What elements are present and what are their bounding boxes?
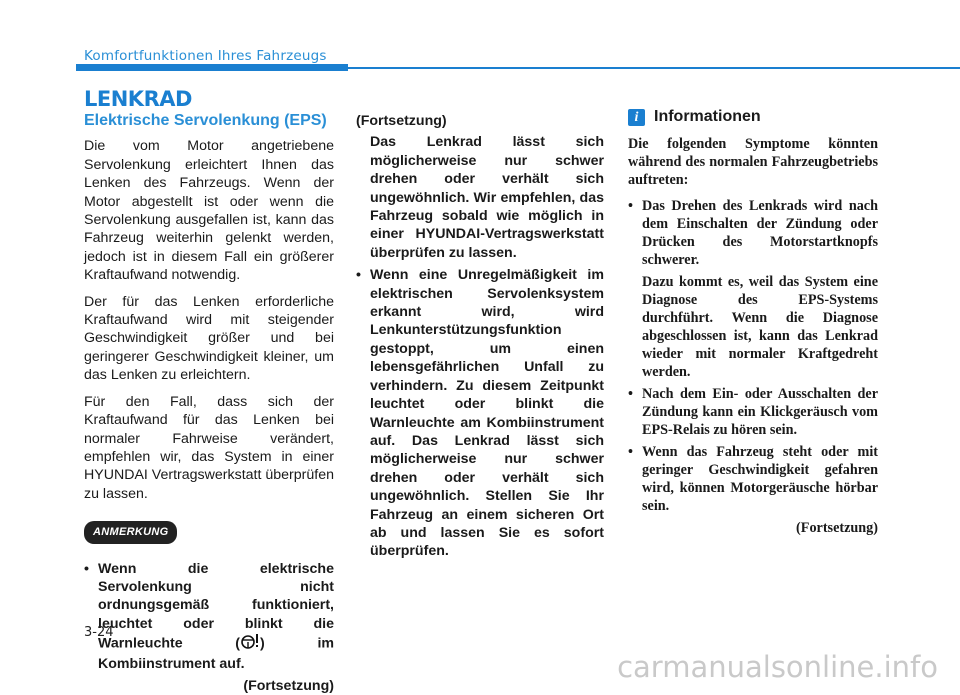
header-rule: [76, 67, 960, 69]
info-item-1: Das Drehen des Lenkrads wird nach dem Einschalten der Zündung oder Drücken des Motorstartknopfs schwerer.: [642, 198, 878, 268]
info-box: [628, 108, 878, 537]
steering-warning-icon: [240, 633, 260, 654]
bullet-text-a: Wenn die elektrische Servolenkung nicht ordnungsgemäß funktioniert, leuchtet oder blinkt die Warnleuchte (: [98, 560, 334, 652]
info-item-2: Nach dem Ein- oder Ausschalten der Zündung kann ein Klickgeräusch vom EPS-Relais zu hören sein.: [642, 386, 878, 438]
list-item: • Nach dem Ein- oder Ausschalten der Zündung kann ein Klickgeräusch vom EPS-Relais zu hören sein.: [628, 386, 878, 438]
continued-heading: (Fortsetzung): [356, 113, 447, 129]
watermark: carmanualsonline.info: [617, 650, 938, 684]
list-item: • Das Drehen des Lenkrads wird nach dem Einschalten der Zündung oder Drücken des Motorstartknopfs schwerer.: [628, 198, 878, 268]
continued-label: (Fortsetzung): [796, 520, 878, 536]
info-item-3: Wenn das Fahrzeug steht oder mit geringer Geschwindigkeit gefahren wird, können Motorgeräusche hörbar sein.: [642, 444, 878, 514]
column-1: [84, 112, 334, 695]
subheading-eps: Elektrische Servolenkung (EPS): [84, 112, 327, 129]
paragraph-1: Die vom Motor angetriebene Servolenkung erleichtert Ihnen das Lenken des Fahrzeugs. Wenn der Motor abgestellt ist oder wenn die Servolenkung ausgefallen ist, kann das Fahrzeug weiterhin gelenkt werden, jedoch ist in diesem Fall ein größerer Kraftaufwand notwendig.: [84, 138, 334, 284]
section-title: LENKRAD: [84, 87, 192, 111]
note-badge: ANMERKUNG: [84, 521, 177, 543]
page-number: 3-24: [84, 625, 114, 640]
chapter-title: Komfortfunktionen Ihres Fahrzeugs: [84, 48, 327, 64]
column-2: [356, 112, 604, 565]
list-item: • Wenn eine Unregelmäßigkeit im elektrischen Servolenksystem erkannt wird, wird Lenkunterstützungsfunktion gestoppt, um einen lebensgefährlichen Unfall zu verhindern. Zu diesem Zeitpunkt leuchtet oder blinkt die Warnleuchte am Kombiinstrument auf. Das Lenkrad lässt sich möglicherweise nur schwer drehen oder verhält sich ungewöhnlich. Stellen Sie Ihr Fahrzeug an einem sicheren Ort ab und lassen Sie es sofort überprüfen.: [356, 267, 604, 560]
info-item-1-sub: Dazu kommt es, weil das System eine Diagnose des EPS-Systems durchführt. Wenn die Diagnose abgeschlossen ist, kann das Lenkrad wieder mit normaler Kraftgedreht werden.: [642, 274, 878, 380]
info-title: Informationen: [654, 108, 761, 125]
list-item: • Wenn die elektrische Servolenkung nicht ordnungsgemäß funktioniert, leuchtet oder blinkt die Warnleuchte ( ) im Kombiinstrument auf.: [84, 560, 334, 672]
bullet-text: Wenn eine Unregelmäßigkeit im elektrischen Servolenksystem erkannt wird, wird Lenkunterstützungsfunktion gestoppt, um einen lebensgefährlichen Unfall zu verhindern. Zu diesem Zeitpunkt leuchtet oder blinkt die Warnleuchte am Kombiinstrument auf. Das Lenkrad lässt sich möglicherweise nur schwer drehen oder verhält sich ungewöhnlich. Stellen Sie Ihr Fahrzeug an einem sicheren Ort ab und lassen Sie es sofort überprüfen.: [370, 267, 604, 560]
info-icon: i: [628, 109, 645, 126]
paragraph-3: Für den Fall, dass sich der Kraftaufwand für das Lenken bei normaler Fahrweise verändert, empfehlen wir, das System in einer HYUNDAI Vertragswerkstatt überprüfen zu lassen.: [84, 393, 334, 502]
list-item: • Wenn das Fahrzeug steht oder mit geringer Geschwindigkeit gefahren wird, können Motorgeräusche hörbar sein.: [628, 444, 878, 514]
info-intro: Die folgenden Symptome könnten während des normalen Fahrzeugbetriebs auftreten:: [628, 136, 878, 188]
bullet-text-b: ) im Kombiinstrument auf.: [98, 635, 334, 672]
paragraph-2: Der für das Lenken erforderliche Kraftaufwand wird mit steigender Geschwindigkeit größer und bei geringerer Geschwindigkeit kleiner, um das Lenken zu erleichtern.: [84, 293, 334, 384]
continued-text: Das Lenkrad lässt sich möglicherweise nur schwer drehen oder verhält sich ungewöhnlich. Wir empfehlen, das Fahrzeug sobald wie möglich in einer HYUNDAI-Vertragswerkstatt überprüfen zu lassen.: [370, 134, 604, 261]
continued-label: (Fortsetzung): [243, 677, 334, 694]
